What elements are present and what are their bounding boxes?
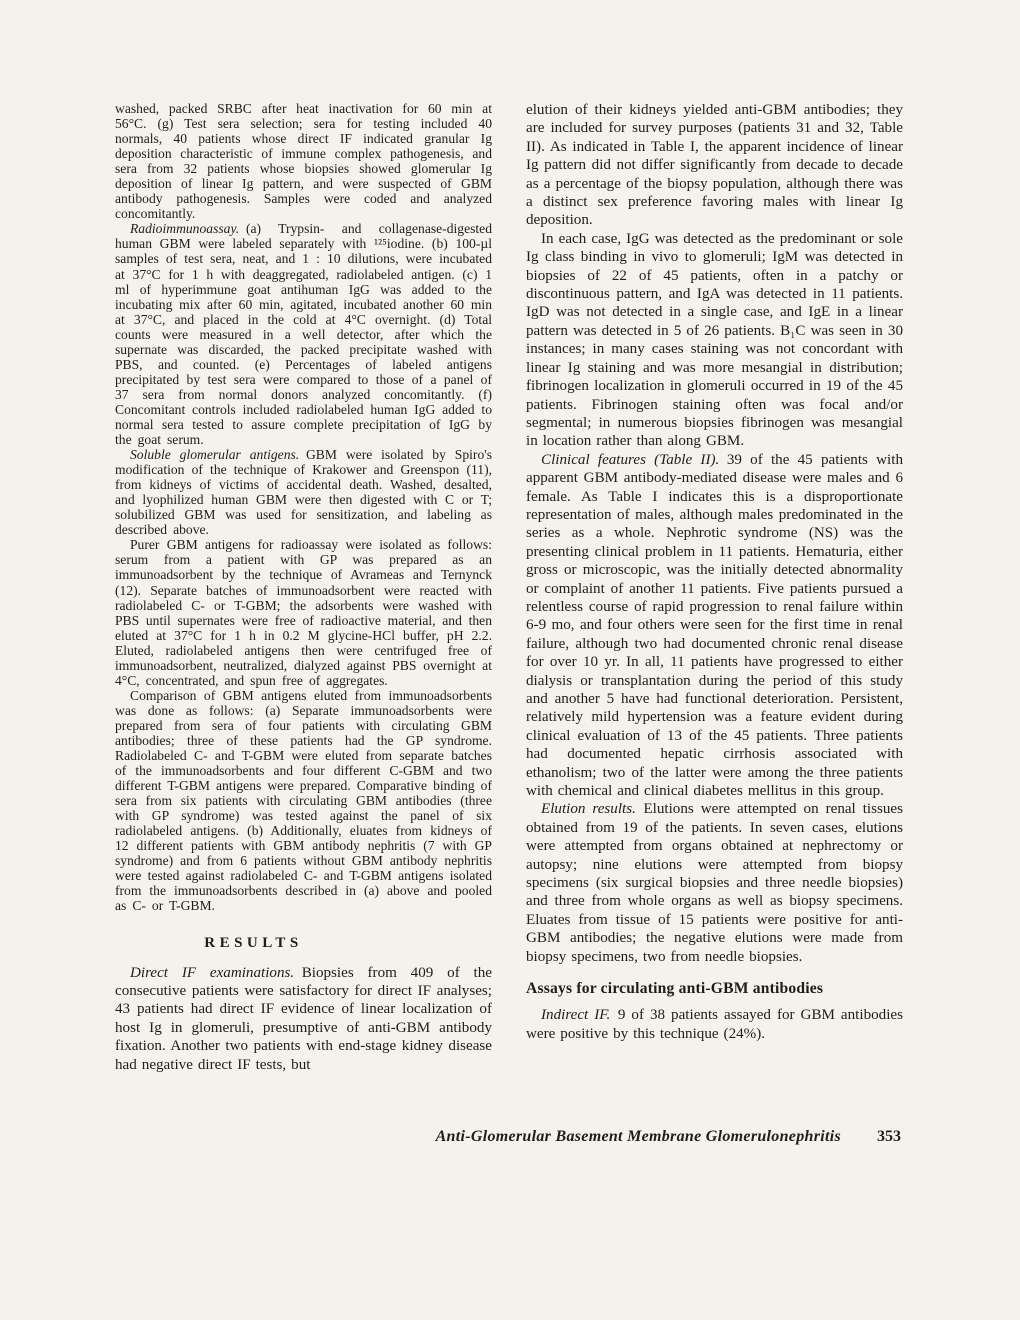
methods-paragraph — [115, 221, 492, 447]
methods-paragraph: Comparison of GBM antigens eluted from immunoadsorbents was done as follows: (a) Separate immunoadsorbents were prepared from sera of four patients with circulating GBM antibodies; three of these patients had the GP syndrome. Radiolabeled C- and T-GBM were eluted from separate batches of the immunoadsorbents and four different C-GBM and two different T-GBM antigens were prepared. Comparative binding of sera from six patients with circulating GBM antibodies (three with GP syndrome) was tested against the panel of six radiolabeled antigens. (b) Additionally, eluates from kidneys of 12 different patients with GBM antibody nephritis (7 with GP syndrome) and from 6 patients without GBM antibody nephritis were tested against radiolabeled C- and T-GBM antigens isolated from the immunoadsorbents described in (a) above and pooled as C- or T-GBM. — [115, 687, 492, 914]
results-paragraph — [526, 800, 903, 966]
results-paragraph — [526, 1006, 903, 1043]
paragraph-lead: Direct IF examinations. — [130, 964, 295, 981]
page-number: 353 — [877, 1128, 901, 1145]
methods-section — [115, 101, 492, 914]
results-paragraph: elution of their kidneys yielded anti-GBM antibodies; they are included for survey purposes (patients 31 and 32, Table II). As indicated in Table I, the apparent incidence of linear Ig pattern did not differ significantly from decade to decade as a percentage of the biopsy population, although there was a distinct sex preference favoring males with linear Ig deposition. — [526, 102, 903, 229]
paragraph-text: 9 of 38 patients assayed for GBM antibodies were positive by this technique (24%). — [526, 1007, 903, 1042]
results-paragraph — [115, 964, 492, 1074]
left-column — [115, 101, 492, 1074]
assays-subheading: Assays for circulating anti-GBM antibodies — [526, 980, 824, 998]
paragraph-lead: Elution results. — [541, 801, 636, 818]
paragraph-lead: Radioimmunoassay. — [130, 221, 240, 237]
page-footer — [115, 1128, 901, 1146]
results-section-heading: RESULTS — [204, 934, 303, 951]
paragraph-lead: Clinical features (Table II). — [541, 451, 720, 468]
paragraph-text: GBM were isolated by Spiro's modification of the technique of Krakower and Greenspon (11), from kidneys of victims of accidental death. Washed, desalted, and lyophilized human GBM were then digested with C or T; solubilized GBM was used for sensitization, and labeling as described above. — [115, 447, 492, 538]
results-paragraph — [526, 451, 903, 801]
paragraph-lead: Soluble glomerular antigens. — [130, 447, 300, 463]
paragraph-text: Elutions were attempted on renal tissues obtained from 19 of the patients. In seven cases, elutions were attempted from organs obtained at nephrectomy or autopsy; nine elutions were attempted from biopsy specimens (six surgical biopsies and three needle biopsies) and three from whole organs as well as biopsy specimens. Eluates from tissue of 15 patients were positive for anti-GBM antibodies; the negative elutions were made from biopsy specimens, two from needle biopsies. — [526, 801, 903, 965]
methods-paragraph: washed, packed SRBC after heat inactivation for 60 min at 56°C. (g) Test sera selection; sera for testing included 40 normals, 40 patients whose direct IF indicated granular Ig deposition characteristic of immune complex pathogenesis, and sera from 32 patients whose biopsies showed glomerular Ig deposition of linear Ig pattern, and were suspected of GBM antibody pathogenesis. Samples were coded and analyzed concomitantly. — [115, 101, 492, 222]
results-paragraph: In each case, IgG was detected as the predominant or sole Ig class binding in vivo to glomeruli; IgM was detected in biopsies of 22 of 45 patients, often in a patchy or discontinuous pattern, and IgA was detected in 11 patients. IgD was not detected in a single case, and IgE in a linear pattern was detected in 5 of 26 patients. B₁C was seen in 30 instances; in many cases staining was not concordant with linear Ig staining and was more mesangial in distribution; fibrinogen localization in glomeruli occurred in 19 of the 45 patients. Fibrinogen staining often was focal and/or segmental; in numerous biopsies fibrinogen was mesangial in location rather than along GBM. — [526, 230, 903, 450]
running-title: Anti-Glomerular Basement Membrane Glomerulonephritis — [435, 1128, 841, 1145]
paragraph-text: (a) Trypsin- and collagenase-digested human GBM were labeled separately with ¹²⁵iodine. (b) 100-µl samples of test sera, neat, and 1 : 10 dilutions, were incubated at 37°C for 1 h with deaggregated, radiolabeled antigen. (c) 1 ml of hyperimmune goat antihuman IgG was added to the incubating mix after 60 min, agitated, incubated another 60 min at 37°C, and placed in the cold at 4°C overnight. (d) Total counts were measured in a well detector, after which the supernate was discarded, the packed precipitate washed with PBS, and counted. (e) Percentages of labeled antigens precipitated by test sera were compared to those of a panel of 37 sera from normal donors analyzed concomitantly. (f) Concomitant controls included radiolabeled human IgG added to normal sera tested to assure complete precipitation of IgG by the goat serum. — [115, 221, 492, 448]
methods-paragraph — [115, 447, 492, 537]
right-column — [526, 101, 903, 1043]
paragraph-lead: Indirect IF. — [541, 1007, 611, 1024]
paragraph-text: Biopsies from 409 of the consecutive patients were satisfactory for direct IF analyses; 43 patients had direct IF evidence of linear localization of host Ig in glomeruli, presumptive of anti-GBM antibody fixation. Another two patients with end-stage kidney disease had negative direct IF tests, but — [115, 964, 492, 1073]
methods-paragraph: Purer GBM antigens for radioassay were isolated as follows: serum from a patient with GP was prepared as an immunoadsorbent by the technique of Avrameas and Ternynck (12). Separate batches of immunoadsorbent were reacted with radiolabeled C- or T-GBM; the adsorbents were washed with PBS until supernates were free of radioactive material, and then eluted at 37°C for 1 h in 0.2 M glycine-HCl buffer, pH 2.2. Eluted, radiolabeled antigens then were centrifuged free of immunoadsorbent, neutralized, dialyzed against PBS overnight at 4°C, concentrated, and spun free of aggregates. — [115, 537, 492, 688]
paragraph-text: 39 of the 45 patients with apparent GBM antibody-mediated disease were males and 6 female. As Table I indicates this is a disproportionate representation of males, although males predominated in the series as a whole. Nephrotic syndrome (NS) was the presenting clinical problem in 11 patients. Hematuria, either gross or microscopic, was the initially detected abnormality or complaint of another 11 patients. Five patients pursued a relentless course of rapid progression to renal failure within 6-9 mo, and four others were seen for the first time in renal failure, although two had documented chronic renal disease for over 10 yr. In all, 11 patients have progressed to either dialysis or transplantation during the period of this study and another 5 have had functional deterioration. Persistent, relatively mild hypertension was a feature evident during clinical evaluation of 13 of the 45 patients. Three patients had documented hepatic cirrhosis associated with ethanolism; two of the latter were among the three patients with chemical and clinical diabetes mellitus in this group. — [526, 451, 903, 800]
